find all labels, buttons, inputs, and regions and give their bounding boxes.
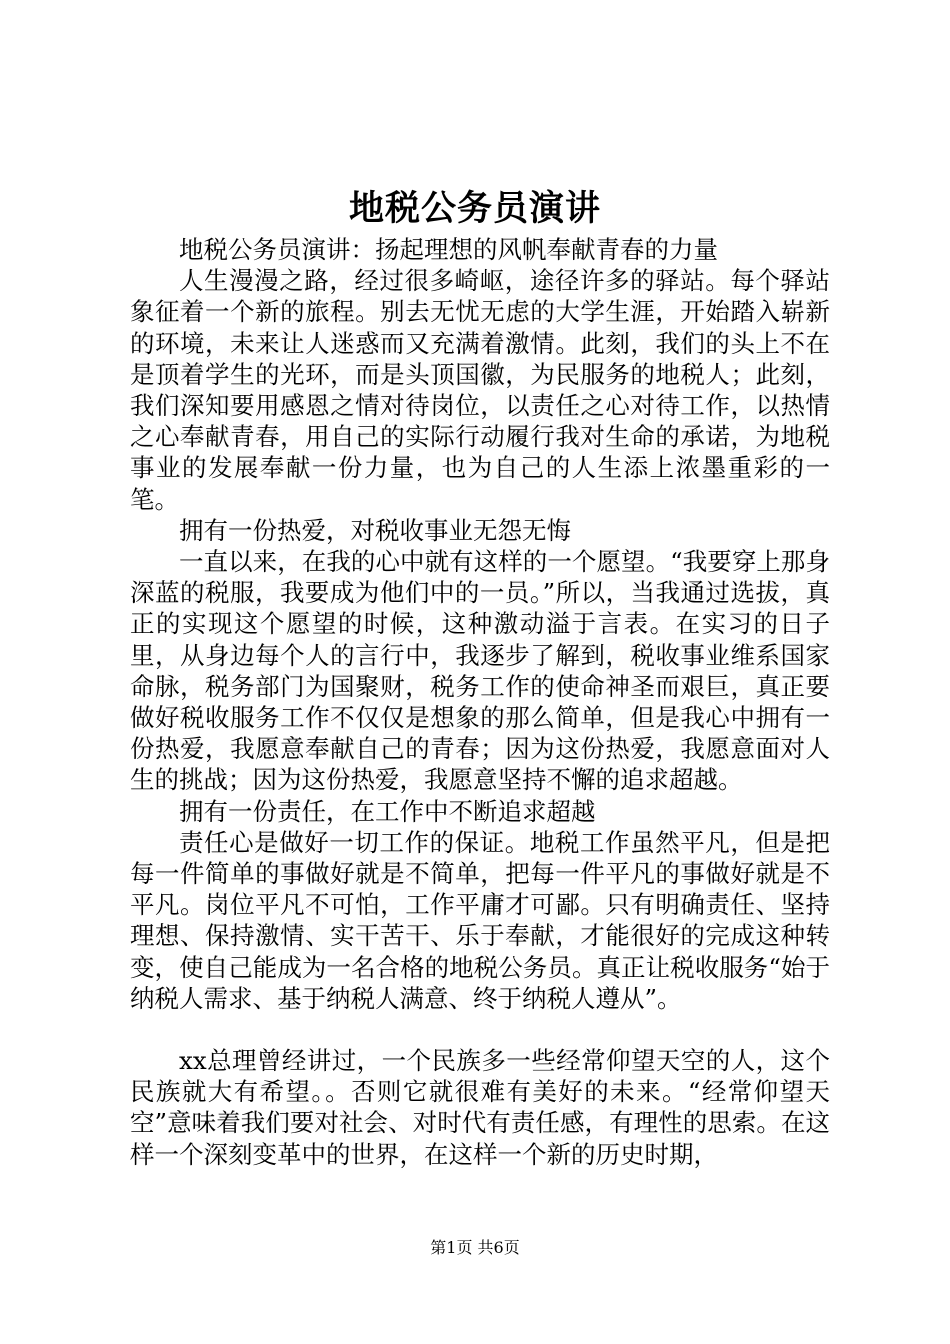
body-paragraph: 一直以来，在我的心中就有这样的一个愿望。“我要穿上那身深蓝的税服，我要成为他们中的一员。”所以，当我通过选拔，真正的实现这个愿望的时候，这种激动溢于言表。在实习的日子里，从身边每个人的言行中，我逐步了解到，税收事业维系国家命脉，税务部门为国聚财，税务工作的使命神圣而艰巨，真正要做好税收服务工作不仅仅是想象的那么简单，但是我心中拥有一份热爱，我愿意奉献自己的青春；因为这份热爱，我愿意面对人生的挑战；因为这份热爱，我愿意坚持不懈的追求超越。 — [130, 547, 830, 795]
paragraph-spacer — [130, 1014, 830, 1045]
section-heading: 拥有一份热爱，对税收事业无怨无悔 — [179, 515, 571, 545]
document-title: 地税公务员演讲 — [348, 188, 601, 229]
body-paragraph: 责任心是做好一切工作的保证。地税工作虽然平凡，但是把每一件简单的事做好就是不简单，把每一件平凡的事做好就是不平凡。岗位平凡不可怕，工作平庸才可鄙。只有明确责任、坚持理想、保持激情、实干苦干、乐于奉献，才能很好的完成这种转变，使自己能成为一名合格的地税公务员。真正让税收服务“始于纳税人需求、基于纳税人满意、终于纳税人遵从”。 — [130, 827, 830, 1013]
document-body — [130, 234, 830, 1170]
body-paragraph: 人生漫漫之路，经过很多崎岖，途径许多的驿站。每个驿站象征着一个新的旅程。别去无忧无虑的大学生涯，开始踏入崭新的环境，未来让人迷惑而又充满着激情。此刻，我们的头上不在是顶着学生的光环，而是头顶国徽，为民服务的地税人；此刻，我们深知要用感恩之情对待岗位，以责任之心对待工作，以热情之心奉献青春，用自己的实际行动履行我对生命的承诺，为地税事业的发展奉献一份力量，也为自己的人生添上浓墨重彩的一笔。 — [130, 266, 830, 514]
page-number-footer: 第1页 共6页 — [430, 1238, 520, 1257]
subtitle-paragraph: 地税公务员演讲：扬起理想的风帆奉献青春的力量 — [179, 235, 718, 264]
body-paragraph: xx总理曾经讲过，一个民族多一些经常仰望天空的人，这个民族就大有希望。。否则它就很难有美好的未来。“经常仰望天空”意味着我们要对社会、对时代有责任感，有理性的思索。在这样一个深刻变革中的世界，在这样一个新的历史时期， — [130, 1046, 830, 1169]
section-heading: 拥有一份责任，在工作中不断追求超越 — [179, 796, 596, 826]
